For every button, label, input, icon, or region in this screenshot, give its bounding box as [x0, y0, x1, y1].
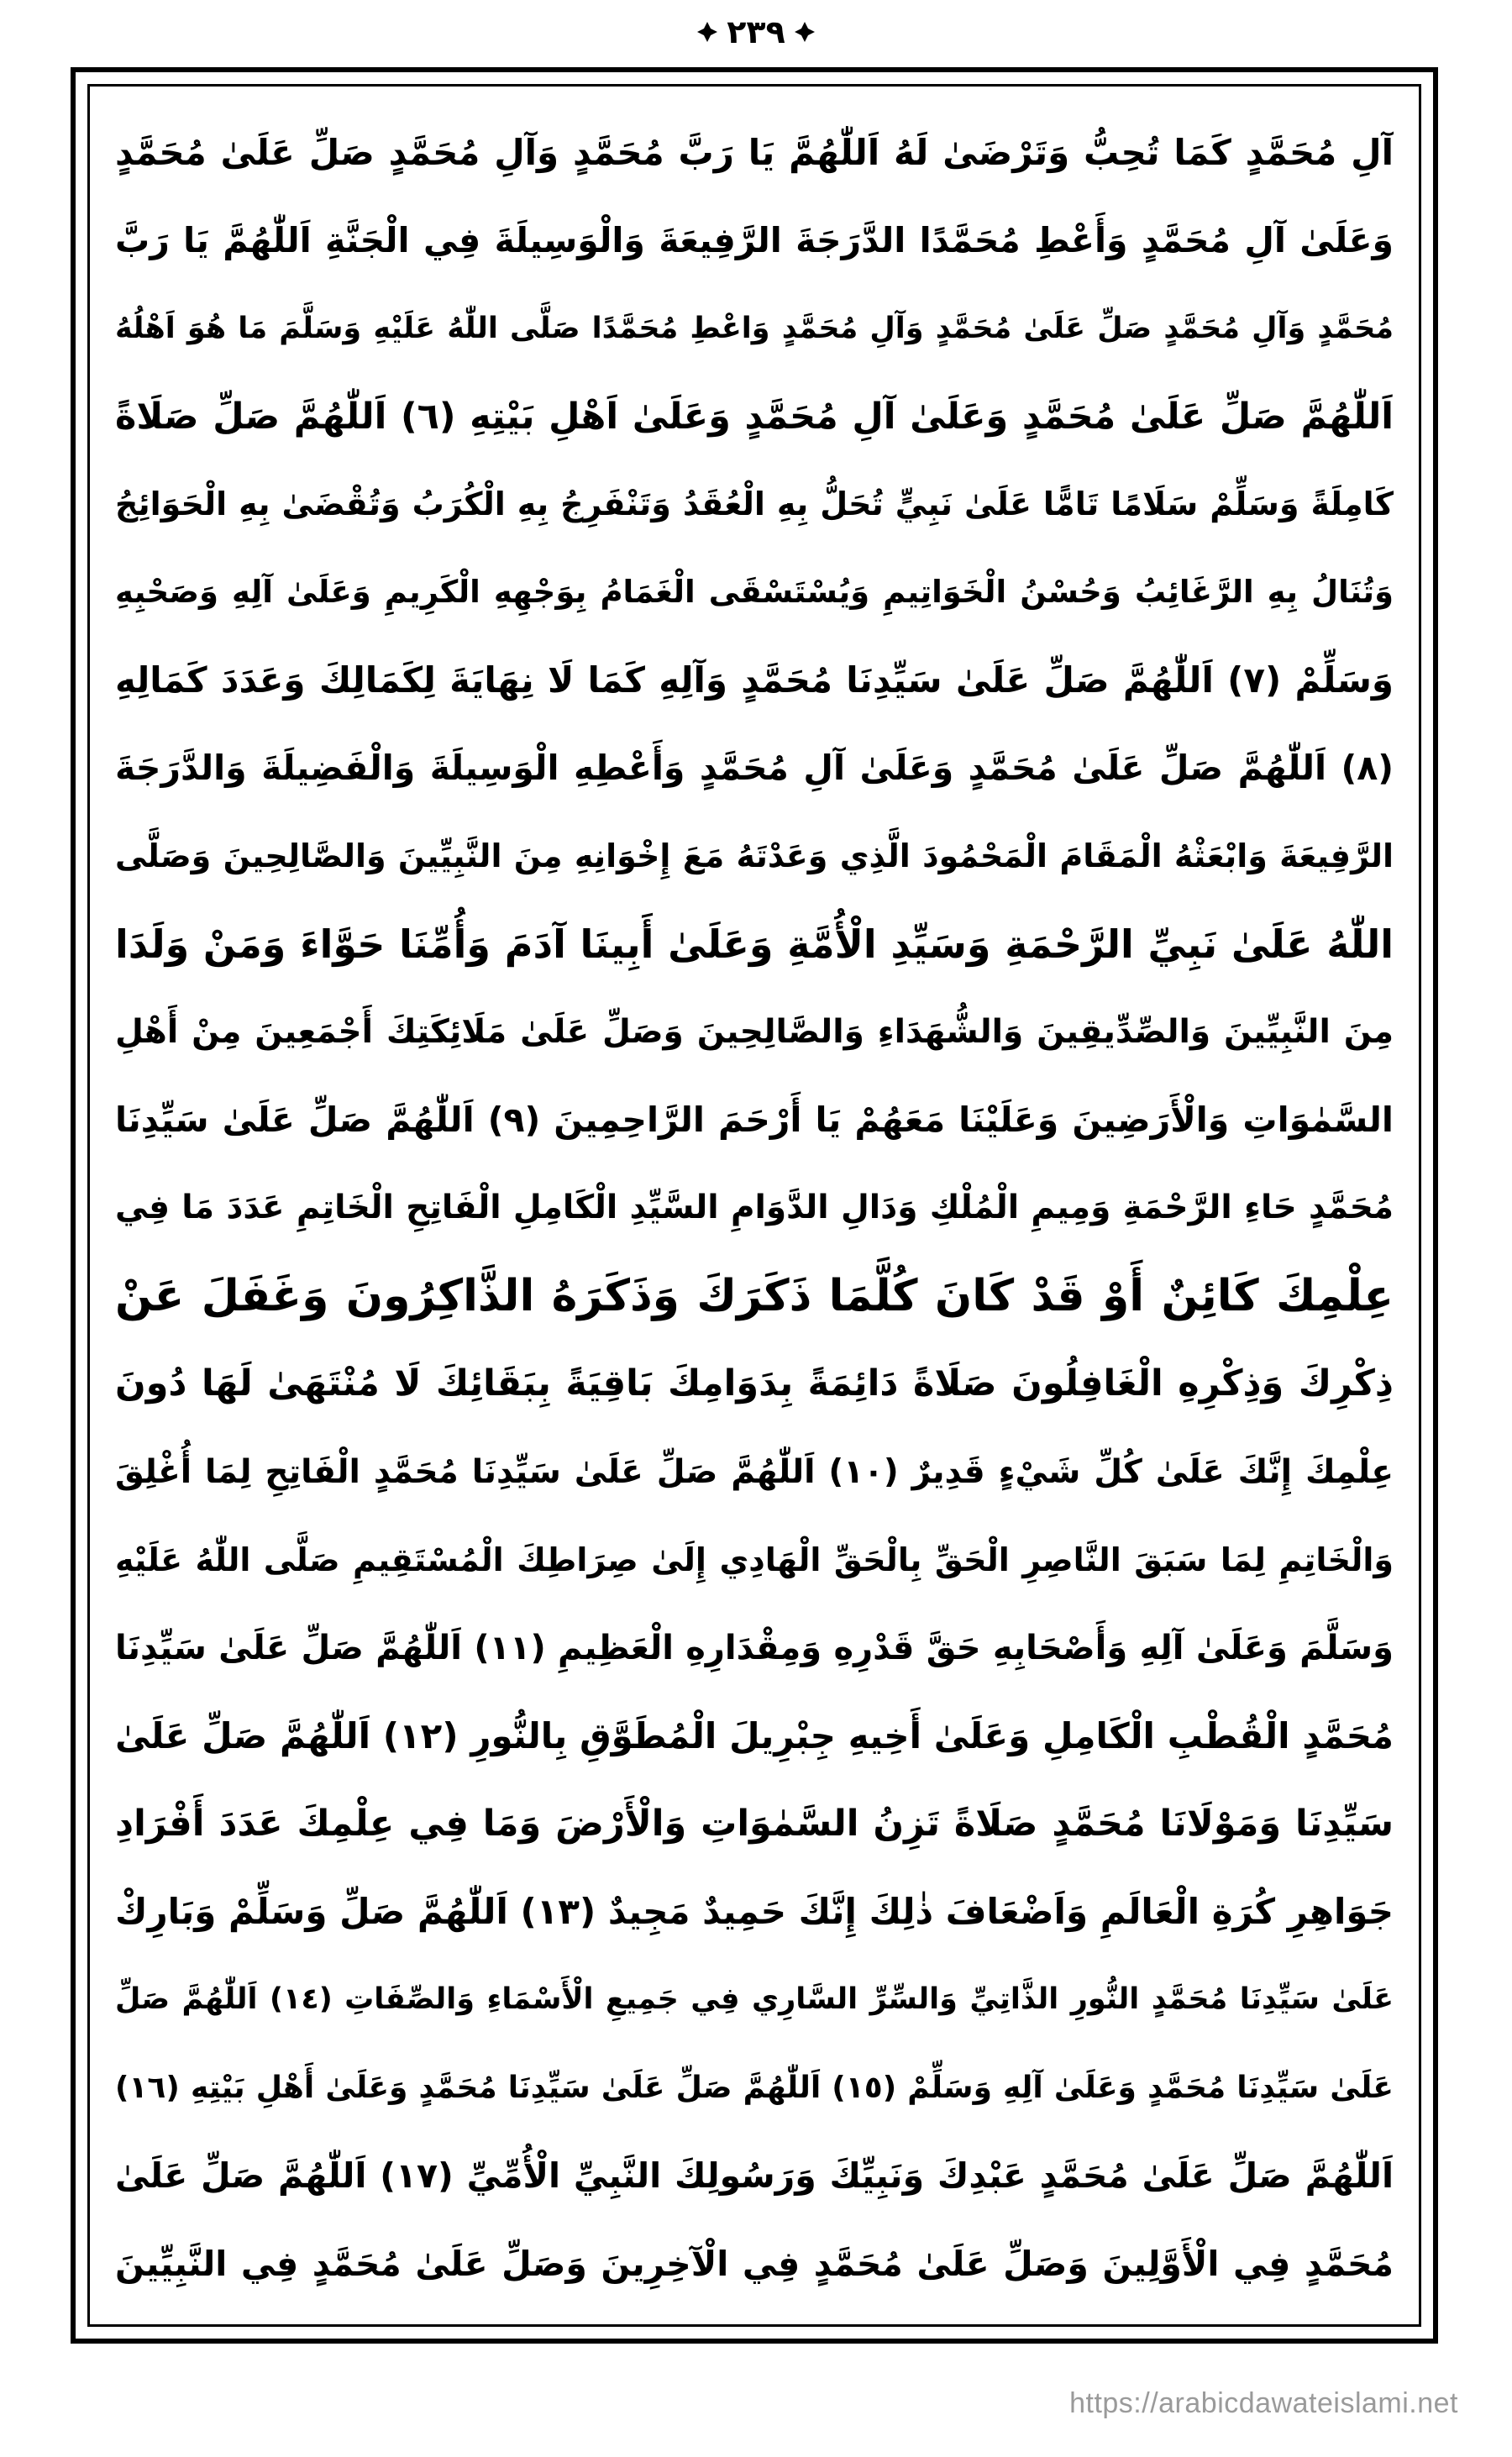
page-frame-inner — [87, 84, 1421, 2327]
text-line — [115, 636, 1394, 724]
text-line-content: مُحَمَّدٍ حَاءِ الرَّحْمَةِ وَمِيمِ الْمُلْكِ وَدَالِ الدَّوَامِ السَّيِّدِ الْكَامِلِ الْفَاتِحِ الْخَاتِمِ عَدَدَ مَا فِي — [115, 1189, 1394, 1227]
text-line — [115, 1164, 1394, 1252]
page-number: ٢٣٩ — [727, 13, 785, 50]
text-line — [115, 1780, 1394, 1868]
text-line-content: عَلَىٰ سَيِّدِنَا مُحَمَّدٍ وَعَلَىٰ آلِهِ وَسَلِّمْ (١٥) اَللّٰهُمَّ صَلِّ عَلَىٰ سَيِّدِنَا مُحَمَّدٍ وَعَلَىٰ أَهْلِ بَيْتِهِ (١٦) — [115, 2070, 1394, 2105]
text-line-content: جَوَاهِرِ كُرَةِ الْعَالَمِ وَاَضْعَافَ ذٰلِكَ إِنَّكَ حَمِيدٌ مَجِيدٌ (١٣) اَللّٰهُمَّ صَلِّ وَسَلِّمْ وَبَارِكْ — [115, 1891, 1394, 1933]
text-line — [115, 284, 1394, 372]
text-line — [115, 1252, 1394, 1340]
arabic-text-block — [115, 108, 1394, 2307]
text-line-content: السَّمٰوَاتِ وَالْأَرَضِينَ وَعَلَيْنَا مَعَهُمْ يَا أَرْحَمَ الرَّاحِمِينَ (٩) اَللّٰهُمَّ صَلِّ عَلَىٰ سَيِّدِنَا — [115, 1100, 1394, 1141]
text-line-content: الرَّفِيعَةَ وَابْعَثْهُ الْمَقَامَ الْمَحْمُودَ الَّذِي وَعَدْتَهُ مَعَ إِخْوَانِهِ مِنَ النَّبِيِّينَ وَالصَّالِحِينَ وَصَلَّى — [115, 837, 1394, 875]
text-line — [115, 1604, 1394, 1692]
text-line — [115, 549, 1394, 637]
text-line — [115, 812, 1394, 900]
text-line — [115, 108, 1394, 197]
text-line — [115, 724, 1394, 812]
text-line — [115, 1867, 1394, 1956]
text-line-content: وَالْخَاتِمِ لِمَا سَبَقَ النَّاصِرِ الْحَقِّ بِالْحَقِّ الْهَادِي إِلَىٰ صِرَاطِكَ الْمُسْتَقِيمِ صَلَّى اللّٰهُ عَلَيْهِ — [115, 1541, 1394, 1578]
text-line — [115, 1516, 1394, 1604]
text-line — [115, 197, 1394, 285]
text-line — [115, 1956, 1394, 2044]
text-line-content: اَللّٰهُمَّ صَلِّ عَلَىٰ مُحَمَّدٍ وَعَلَىٰ آلِ مُحَمَّدٍ وَعَلَىٰ اَهْلِ بَيْتِهِ (٦) اَللّٰهُمَّ صَلِّ صَلَاةً — [115, 395, 1394, 438]
text-line — [115, 372, 1394, 460]
ornament-left-icon — [794, 21, 816, 43]
text-line — [115, 1340, 1394, 1428]
text-line — [115, 1692, 1394, 1780]
text-line-content: عِلْمِكَ إِنَّكَ عَلَىٰ كُلِّ شَيْءٍ قَدِيرٌ (١٠) اَللّٰهُمَّ صَلِّ عَلَىٰ سَيِّدِنَا مُحَمَّدٍ الْفَاتِحِ لِمَا أُغْلِقَ — [115, 1452, 1394, 1491]
ornament-right-icon — [696, 21, 718, 43]
page-number-group — [696, 13, 816, 50]
text-line-content: وَسَلَّمَ وَعَلَىٰ آلِهِ وَأَصْحَابِهِ حَقَّ قَدْرِهِ وَمِقْدَارِهِ الْعَظِيمِ (١١) اَللّٰهُمَّ صَلِّ عَلَىٰ سَيِّدِنَا — [115, 1628, 1394, 1667]
text-line — [115, 460, 1394, 549]
text-line-content: كَامِلَةً وَسَلِّمْ سَلَامًا تَامًّا عَلَىٰ نَبِيٍّ تُحَلُّ بِهِ الْعُقَدُ وَتَنْفَرِجُ بِهِ الْكُرَبُ وَتُقْضَىٰ بِهِ الْحَوَائِجُ — [115, 486, 1394, 523]
page-frame-outer — [71, 67, 1438, 2344]
text-line — [115, 1076, 1394, 1164]
text-line-content: وَعَلَىٰ آلِ مُحَمَّدٍ وَأَعْطِ مُحَمَّدًا الدَّرَجَةَ الرَّفِيعَةَ وَالْوَسِيلَةَ فِي الْجَنَّةِ اَللّٰهُمَّ يَا رَبَّ — [115, 220, 1394, 261]
text-line-content: مُحَمَّدٍ الْقُطْبِ الْكَامِلِ وَعَلَىٰ أَخِيهِ جِبْرِيلَ الْمُطَوَّقِ بِالنُّورِ (١٢) اَللّٰهُمَّ صَلِّ عَلَىٰ — [115, 1714, 1394, 1756]
text-line-content: ذِكْرِكَ وَذِكْرِهِ الْغَافِلُونَ صَلَاةً دَائِمَةً بِدَوَامِكَ بَاقِيَةً بِبَقَائِكَ لَا مُنْتَهَىٰ لَهَا دُونَ — [115, 1362, 1394, 1405]
text-line-content: وَتُنَالُ بِهِ الرَّغَائِبُ وَحُسْنُ الْخَوَاتِيمِ وَيُسْتَسْقَى الْغَمَامُ بِوَجْهِهِ الْكَرِيمِ وَعَلَىٰ آلِهِ وَصَحْبِهِ — [115, 574, 1394, 611]
text-line-content: آلِ مُحَمَّدٍ كَمَا تُحِبُّ وَتَرْضَىٰ لَهُ اَللّٰهُمَّ يَا رَبَّ مُحَمَّدٍ وَآلِ مُحَمَّدٍ صَلِّ عَلَىٰ مُحَمَّدٍ — [115, 131, 1394, 173]
text-line-content: عِلْمِكَ كَائِنٌ أَوْ قَدْ كَانَ كُلَّمَا ذَكَرَكَ وَذَكَرَهُ الذَّاكِرُونَ وَغَفَلَ عَنْ — [115, 1270, 1394, 1321]
text-line-content: مِنَ النَّبِيِّينَ وَالصِّدِّيقِينَ وَالشُّهَدَاءِ وَالصَّالِحِينَ وَصَلِّ عَلَىٰ مَلَائِكَتِكَ أَجْمَعِينَ مِنْ أَهْلِ — [115, 1013, 1394, 1052]
text-line — [115, 900, 1394, 988]
text-line — [115, 2132, 1394, 2220]
text-line-content: عَلَىٰ سَيِّدِنَا مُحَمَّدٍ النُّورِ الذَّاتِيِّ وَالسِّرِّ السَّارِي فِي جَمِيعِ الْأَسْمَاءِ وَالصِّفَاتِ (١٤) اَللّٰهُمَّ صَلِّ — [115, 1982, 1394, 2017]
text-line — [115, 2219, 1394, 2307]
source-watermark: https://arabicdawateislami.net — [1069, 2387, 1458, 2419]
text-line-content: سَيِّدِنَا وَمَوْلَانَا مُحَمَّدٍ صَلَاةً تَزِنُ السَّمٰوَاتِ وَالْأَرْضَ وَمَا فِي عِلْمِكَ عَدَدَ أَفْرَادِ — [115, 1803, 1394, 1845]
text-line — [115, 2044, 1394, 2132]
text-line-content: وَسَلِّمْ (٧) اَللّٰهُمَّ صَلِّ عَلَىٰ سَيِّدِنَا مُحَمَّدٍ وَآلِهِ كَمَا لَا نِهَايَةَ لِكَمَالِكَ وَعَدَدَ كَمَالِهِ — [115, 659, 1394, 701]
page-header — [0, 5, 1512, 59]
text-line — [115, 988, 1394, 1076]
text-line-content: مُحَمَّدٍ وَآلِ مُحَمَّدٍ صَلِّ عَلَىٰ مُحَمَّدٍ وَآلِ مُحَمَّدٍ وَاعْطِ مُحَمَّدًا صَلَّى اللّٰهُ عَلَيْهِ وَسَلَّمَ مَا هُوَ اَهْلُهُ — [115, 311, 1394, 345]
text-line-content: اَللّٰهُمَّ صَلِّ عَلَىٰ مُحَمَّدٍ عَبْدِكَ وَنَبِيِّكَ وَرَسُولِكَ النَّبِيِّ الْأُمِّيِّ (١٧) اَللّٰهُمَّ صَلِّ عَلَىٰ — [115, 2155, 1394, 2196]
text-line-content: اللّٰهُ عَلَىٰ نَبِيِّ الرَّحْمَةِ وَسَيِّدِ الْأُمَّةِ وَعَلَىٰ أَبِينَا آدَمَ وَأُمِّنَا حَوَّاءَ وَمَنْ وَلَدَا — [115, 921, 1394, 967]
text-line — [115, 1428, 1394, 1516]
text-line-content: (٨) اَللّٰهُمَّ صَلِّ عَلَىٰ مُحَمَّدٍ وَعَلَىٰ آلِ مُحَمَّدٍ وَأَعْطِهِ الْوَسِيلَةَ وَالْفَضِيلَةَ وَالدَّرَجَةَ — [115, 748, 1394, 789]
text-line-content: مُحَمَّدٍ فِي الْأَوَّلِينَ وَصَلِّ عَلَىٰ مُحَمَّدٍ فِي الْآخِرِينَ وَصَلِّ عَلَىٰ مُحَمَّدٍ فِي النَّبِيِّينَ — [115, 2243, 1394, 2284]
